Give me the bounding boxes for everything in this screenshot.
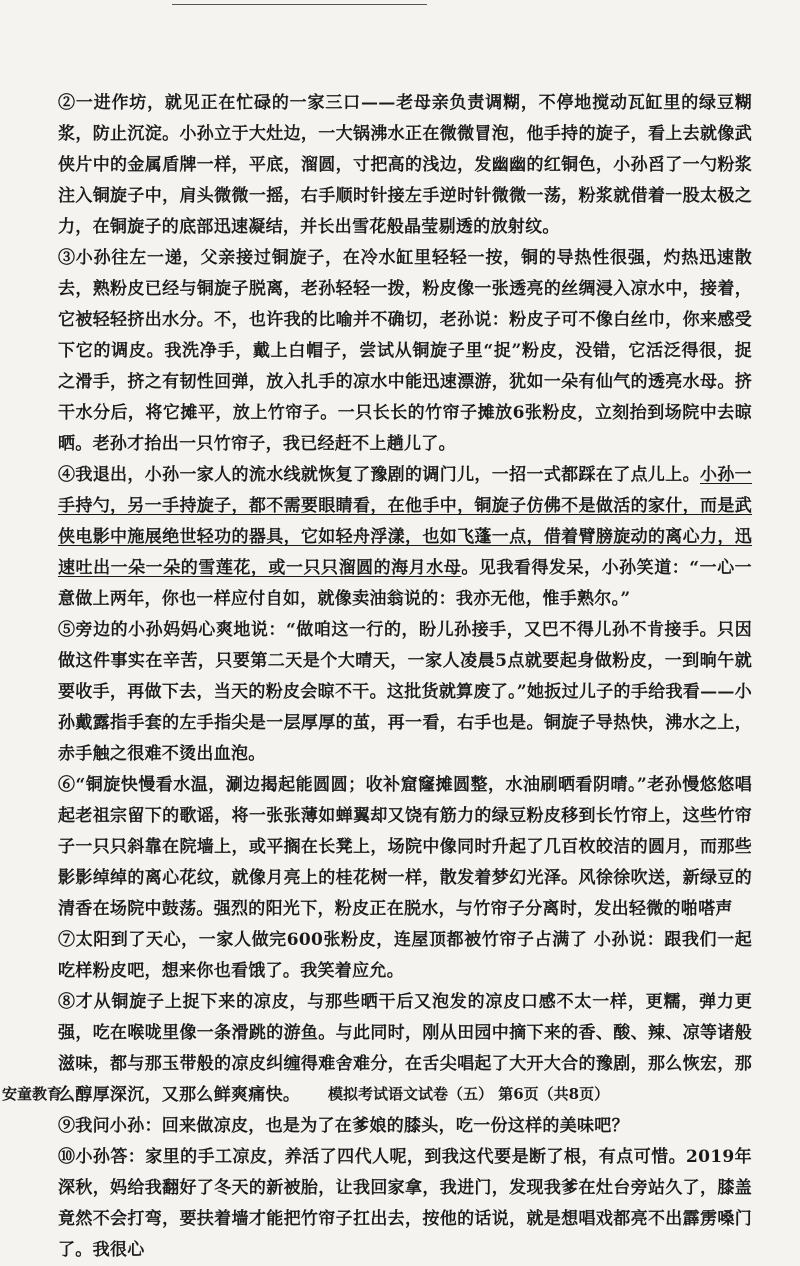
paragraph-3: ③小孙往左一递，父亲接过铜旋子，在冷水缸里轻轻一按，铜的导热性很强，灼热迅速散去，熟粉皮已经与铜旋子脱离，老孙轻轻一拨，粉皮像一张透亮的丝绸浸入凉水中，接着，它被轻轻挤出水分。不，也许我的比喻并不确切，老孙说：粉皮子可不像白丝巾，你来感受下它的调皮。我洗净手，戴上白帽子，尝试从铜旋子里“捉”粉皮，没错，它活泛得很，捉之滑手，挤之有韧性回弹，放入扎手的凉水中能迅速漂游，犹如一朵有仙气的透亮水母。挤干水分后，将它摊平，放上竹帘子。一只长长的竹帘子摊放6张粉皮，立刻抬到场院中去晾晒。老孙才抬出一只竹帘子，我已经赶不上趟儿了。 xyxy=(58,248,752,454)
underlined-sentence: 小孙一手持勺，另一手持旋子，都不需要眼睛看，在他手中，铜旋子仿佛不是做活的家什，而是武侠电影中施展绝世轻功的器具，它如轻舟浮漾，也如飞蓬一点，借着臂膀旋动的离心力，迅速吐出一朵一朵的雪莲花，或一只只溜圆的海月水母 xyxy=(58,465,752,578)
paragraph-8: ⑧才从铜旋子上捉下来的凉皮，与那些晒干后又泡发的凉皮口感不太一样，更糯，弹力更强，吃在喉咙里像一条滑跳的游鱼。与此同时，刚从田园中摘下来的香、酸、辣、凉等诸般滋味，都与那玉带般的凉皮纠缠得难舍难分，在舌尖唱起了大开大合的豫剧，那么恢宏，那么醇厚深沉，又那么鲜爽痛快。 xyxy=(58,992,752,1105)
footer-publisher: 安童教育 xyxy=(2,1085,63,1103)
paragraph-9: ⑨我问小孙：回来做凉皮，也是为了在爹娘的膝头，吃一份这样的美味吧？ xyxy=(58,1116,629,1136)
paragraph-4-pre: ④我退出，小孙一家人的流水线就恢复了豫剧的调门儿，一招一式都踩在了点儿上。 xyxy=(58,465,700,485)
paragraph-5: ⑤旁边的小孙妈妈心爽地说：“做咱这一行的，盼儿孙接手，又巴不得儿孙不肯接手。只因做这件事实在辛苦，只要第二天是个大晴天，一家人凌晨5点就要起身做粉皮，一到晌午就要收手，再做下去，当天的粉皮会晾不干。这批货就算废了。”她扳过儿子的手给我看——小孙戴露指手套的左手指尖是一层厚厚的茧，再一看，右手也是。铜旋子导热快，沸水之上，赤手触之很难不烫出血泡。 xyxy=(58,620,752,764)
page-footer xyxy=(0,1083,800,1107)
paragraph-4-post: 。见我看得发呆，小孙笑道：“一心一意做上两年，你也一样应付自如，就像卖油翁说的：我亦无他，惟手熟尔。” xyxy=(58,558,752,609)
paragraph-4 xyxy=(58,460,752,615)
paragraph-7: ⑦太阳到了天心，一家人做完600张粉皮，连屋顶都被竹帘子占满了 小孙说：跟我们一起吃样粉皮吧，想来你也看饿了。我笑着应允。 xyxy=(58,930,752,981)
paragraph-2: ②一进作坊，就见正在忙碌的一家三口——老母亲负责调糊，不停地搅动瓦缸里的绿豆糊浆，防止沉淀。小孙立于大灶边，一大锅沸水正在微微冒泡，他手持的旋子，看上去就像武侠片中的金属盾牌一样，平底，溜圆，寸把高的浅边，发幽幽的红铜色，小孙舀了一勺粉浆注入铜旋子中，肩头微微一摇，右手顺时针接左手逆时针微微一荡，粉浆就借着一股太极之力，在铜旋子的底部迅速凝结，并长出雪花般晶莹剔透的放射纹。 xyxy=(58,93,752,237)
paragraph-10: ⑩小孙答：家里的手工凉皮，养活了四代人呢，到我这代要是断了根，有点可惜。2019年深秋，妈给我翻好了冬天的新被胎，让我回家拿，我进门，发现我爹在灶台旁站久了，膝盖竟然不会打弯，要扶着墙才能把竹帘子扛出去，按他的话说，就是想唱戏都亮不出霹雳嗓门了。我很心 xyxy=(58,1147,752,1260)
top-rule xyxy=(172,4,427,5)
footer-page-info: 模拟考试语文试卷（五） 第6页（共8页） xyxy=(328,1085,610,1103)
paragraph-6: ⑥“铜旋快慢看水温，涮边揭起能圆圆；收补窟窿摊圆整，水油刷晒看阴晴。”老孙慢悠悠唱起老祖宗留下的歌谣，将一张张薄如蝉翼却又饶有筋力的绿豆粉皮移到长竹帘上，这些竹帘子一只只斜靠在院墙上，或平搁在长凳上，场院中像同时升起了几百枚皎洁的圆月，而那些影影绰绰的离心花纹，就像月亮上的桂花树一样，散发着梦幻光泽。风徐徐吹送，新绿豆的清香在场院中鼓荡。强烈的阳光下，粉皮正在脱水，与竹帘子分离时，发出轻微的啪嗒声 xyxy=(58,775,752,919)
